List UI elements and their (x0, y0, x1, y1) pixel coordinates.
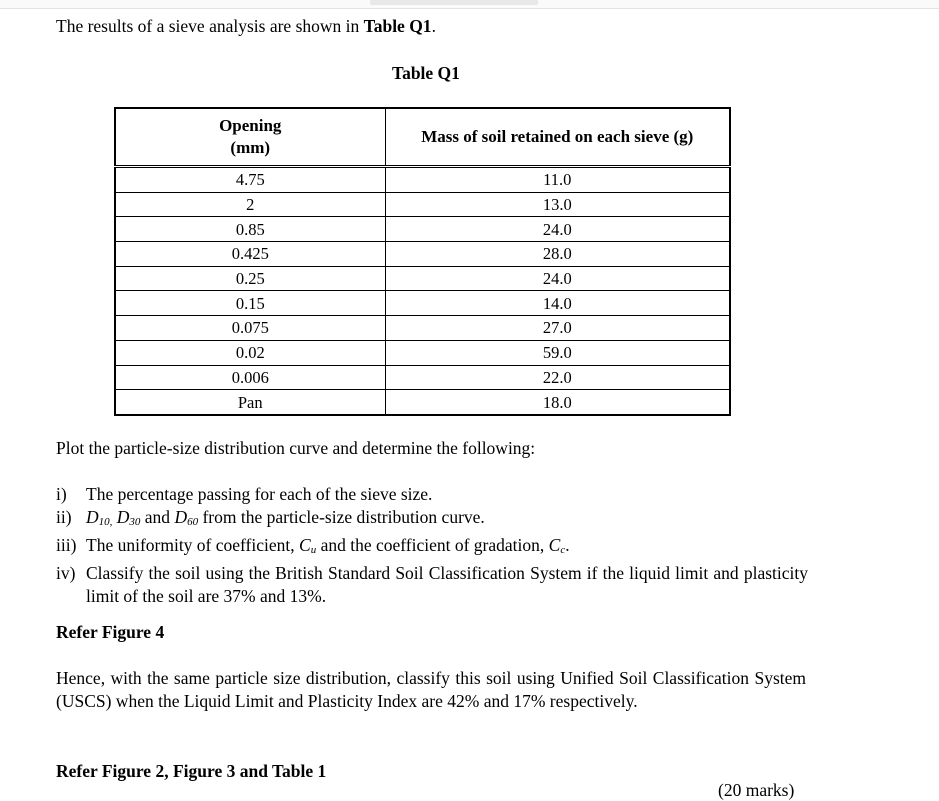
mass-cell: 22.0 (385, 365, 730, 390)
task-number: ii) (56, 507, 72, 527)
mass-cell: 27.0 (385, 316, 730, 341)
mass-cell: 14.0 (385, 291, 730, 316)
task-list (56, 483, 808, 608)
opening-cell: 0.02 (115, 340, 385, 365)
mass-cell: 28.0 (385, 242, 730, 267)
opening-cell: 0.425 (115, 242, 385, 267)
header-opening (115, 108, 385, 167)
table-row (115, 242, 730, 267)
task-and: and (140, 507, 175, 527)
opening-cell: 4.75 (115, 167, 385, 193)
opening-cell: 0.006 (115, 365, 385, 390)
cc-symbol: Cc (548, 535, 566, 556)
task-number: i) (56, 484, 67, 504)
mass-cell: 13.0 (385, 192, 730, 217)
d10-symbol: D10, (86, 507, 113, 528)
header-opening-line1: Opening (219, 116, 282, 135)
refer-figure-4: Refer Figure 4 (56, 622, 165, 642)
refer-figures-tables: Refer Figure 2, Figure 3 and Table 1 (56, 761, 327, 781)
task-text: Classify the soil using the British Standard Soil Classification System if the liquid limit and plasticity limit of the soil are 37% and 13%. (86, 563, 808, 606)
mass-cell: 24.0 (385, 217, 730, 242)
intro-prefix: The results of a sieve analysis are shown in (56, 16, 364, 36)
sieve-analysis-table (114, 107, 731, 416)
table-row (115, 167, 730, 193)
opening-cell: Pan (115, 390, 385, 415)
d30-symbol: D30 (112, 507, 141, 528)
opening-cell: 0.075 (115, 316, 385, 341)
uscs-paragraph: Hence, with the same particle size distribution, classify this soil using Unified Soil Classification System (USCS) when the Liquid Limit and Plasticity Index are 42% and 17% respectively. (56, 668, 806, 711)
task-text-suffix: . (565, 535, 570, 555)
table-title: Table Q1 (392, 63, 460, 83)
table-row (115, 291, 730, 316)
opening-cell: 2 (115, 192, 385, 217)
table-row (115, 266, 730, 291)
mass-cell: 24.0 (385, 266, 730, 291)
mass-cell: 59.0 (385, 340, 730, 365)
task-number: iv) (56, 563, 76, 583)
marks-allocation: (20 marks) (718, 780, 795, 800)
d60-symbol: D60 (174, 507, 199, 528)
table-row (115, 192, 730, 217)
task-number: iii) (56, 535, 77, 555)
intro-table-ref: Table Q1 (363, 16, 432, 36)
opening-cell: 0.85 (115, 217, 385, 242)
table-row (115, 217, 730, 242)
header-opening-line2: (mm) (230, 138, 271, 157)
task-text: The percentage passing for each of the sieve size. (86, 484, 433, 504)
table-header-row (115, 108, 730, 167)
table-row (115, 365, 730, 390)
task-item (56, 534, 808, 562)
task-text-prefix: The uniformity of coefficient, (86, 535, 300, 555)
table-row (115, 390, 730, 415)
intro-sentence (56, 15, 436, 37)
intro-suffix: . (431, 16, 436, 36)
top-edge-bar (0, 0, 939, 9)
mass-cell: 18.0 (385, 390, 730, 415)
header-mass: Mass of soil retained on each sieve (g) (385, 108, 730, 167)
plot-instruction: Plot the particle-size distribution curve and determine the following: (56, 438, 536, 458)
task-item (56, 562, 808, 608)
table-row (115, 340, 730, 365)
opening-cell: 0.15 (115, 291, 385, 316)
horizontal-scrollbar-thumb[interactable] (370, 0, 538, 5)
cu-symbol: Cu (299, 535, 317, 556)
mass-cell: 11.0 (385, 167, 730, 193)
task-item (56, 506, 808, 534)
task-text-middle: and the coefficient of gradation, (316, 535, 549, 555)
opening-cell: 0.25 (115, 266, 385, 291)
task-text: from the particle-size distribution curve. (198, 507, 485, 527)
task-item (56, 483, 808, 506)
table-row (115, 316, 730, 341)
